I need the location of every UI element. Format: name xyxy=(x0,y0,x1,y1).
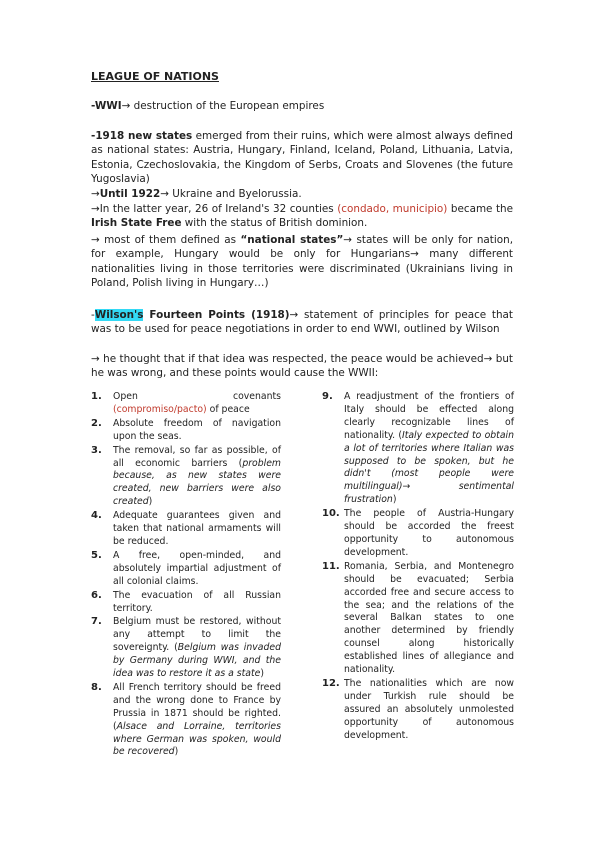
wilson-paragraph xyxy=(91,308,513,337)
item-text: All French territory should be freed and the wrong done to France by Prussia in 1871 should be righted. ( xyxy=(113,681,281,732)
item-number: 8. xyxy=(91,681,102,693)
item-number: 5. xyxy=(91,549,102,561)
item-text-end: ) xyxy=(260,668,264,680)
ireland-text-mid: became the xyxy=(447,203,514,215)
item-number: 11. xyxy=(322,560,340,572)
item-text-end: ) xyxy=(174,746,179,758)
ireland-text: →In the latter year, 26 of Ireland's 32 counties xyxy=(91,203,338,215)
list-item xyxy=(91,418,281,444)
irish-state-free: Irish State Free xyxy=(91,217,182,230)
item-number: 3. xyxy=(91,444,102,456)
item-number: 9. xyxy=(322,391,333,402)
list-item xyxy=(91,391,281,417)
list-item xyxy=(91,550,281,589)
ireland-text-end: with the status of British dominion. xyxy=(181,217,368,230)
points-right-column xyxy=(322,391,514,743)
until-label: Until 1922 xyxy=(99,188,161,200)
list-item xyxy=(91,682,281,759)
item-text-end: ) xyxy=(392,494,397,506)
list-item xyxy=(91,590,281,616)
item-text: The removal, so far as possible, of all economic barriers ( xyxy=(113,444,281,469)
item-text: A readjustment of the frontiers of Italy should be effected along clearly recognizable lines of nationality. ( xyxy=(344,391,514,441)
ireland-translation: (condado, municipio) xyxy=(337,203,448,215)
arrow: → xyxy=(121,100,131,112)
wilson-text: → statement of principles for peace that was to be used for peace negotiations in order to end WWI, outlined by Wilson xyxy=(91,309,513,336)
item-number: 7. xyxy=(91,616,102,628)
item-text: Open covenants xyxy=(113,391,281,402)
until-line xyxy=(91,188,302,200)
item-note: Italy expected to obtain a lot of territories where Italian was supposed to be spoken, but he didn't (most people were multilingual)→ sentimental frustration xyxy=(344,429,514,506)
wwi-line xyxy=(91,100,324,112)
points-left-column xyxy=(91,391,281,760)
item-text: A free, open-minded, and absolutely impartial adjustment of all colonial claims. xyxy=(113,549,281,587)
wilson-dash: - xyxy=(91,309,95,321)
item-note: Belgium was invaded by Germany during WWI, and the idea was to restore it as a state xyxy=(113,642,281,680)
list-item xyxy=(91,510,281,549)
item-number: 1. xyxy=(91,391,102,402)
national-text: → states will be only for nation, for example, Hungary would be only for Hungarians→ many different nationalities living in those territories were discriminated (Ukrainians living in Poland, Polish living in Hungary…) xyxy=(91,234,514,290)
item-note: Alsace and Lorraine, territories where German was spoken, would be recovered xyxy=(113,720,281,758)
list-item xyxy=(91,616,281,681)
arrow: → xyxy=(160,188,169,200)
item-text: Adequate guarantees given and taken that national armaments will be reduced. xyxy=(113,510,281,547)
item-text: The evacuation of all Russian territory. xyxy=(113,589,281,614)
national-states-term: “national states” xyxy=(240,234,344,246)
item-text: Belgium must be restored, without any attempt to limit the sovereignty. ( xyxy=(113,616,281,654)
thought-paragraph: → he thought that if that idea was respected, the peace would be achieved→ but he was wrong, and these points would cause the WWII: xyxy=(91,353,513,380)
new-states-text: emerged from their ruins, which were almost always defined as national states: Austria, Hungary, Finland, Iceland, Poland, Lithuania, Latvia, Estonia, Czechoslovakia, the Kingdom of Serbs, Croats and Slovenes (the future Yugoslavia) xyxy=(91,130,513,186)
item-text: Romania, Serbia, and Montenegro should be evacuated; Serbia accorded free and secure access to the sea; and the relations of the several Balkan states to one another determined by friendly counsel along historically established lines of allegiance and nationality. xyxy=(344,560,514,676)
list-item xyxy=(91,445,281,510)
item-number: 10. xyxy=(322,508,340,520)
list-item xyxy=(322,678,514,743)
new-states-label: -1918 new states xyxy=(91,130,193,142)
until-text: Ukraine and Byelorussia. xyxy=(168,188,302,200)
ireland-paragraph xyxy=(91,202,513,231)
wwi-label: -WWI xyxy=(91,100,122,112)
national-states-paragraph xyxy=(91,233,513,291)
page-title: LEAGUE OF NATIONS xyxy=(91,70,219,83)
arrow: → xyxy=(91,188,100,200)
item-number: 2. xyxy=(91,417,102,429)
item-number: 6. xyxy=(91,589,102,601)
wwi-text: destruction of the European empires xyxy=(130,100,325,112)
item-text: The people of Austria-Hungary should be accorded the freest opportunity to autonomous development. xyxy=(344,508,514,558)
list-item xyxy=(322,508,514,560)
new-states-paragraph xyxy=(91,129,513,187)
list-item xyxy=(322,391,514,507)
national-prefix: → most of them defined as xyxy=(91,234,241,246)
item-text-end: of peace xyxy=(206,403,250,415)
item-text: The nationalities which are now under Turkish rule should be assured an absolutely unmolested opportunity of autonomous development. xyxy=(344,677,514,741)
item-text: Absolute freedom of navigation upon the seas. xyxy=(113,417,281,442)
list-item xyxy=(322,561,514,677)
item-translation: (compromiso/pacto) xyxy=(113,403,207,415)
fourteen-points: Fourteen Points xyxy=(143,309,246,321)
wilson-highlight: Wilson's xyxy=(94,309,144,321)
item-text-end: ) xyxy=(148,496,153,508)
item-number: 12. xyxy=(322,677,340,689)
wilson-year: (1918) xyxy=(245,309,290,321)
item-note: problem because, as new states were created, new barriers were also created xyxy=(113,457,281,508)
item-number: 4. xyxy=(91,510,102,522)
